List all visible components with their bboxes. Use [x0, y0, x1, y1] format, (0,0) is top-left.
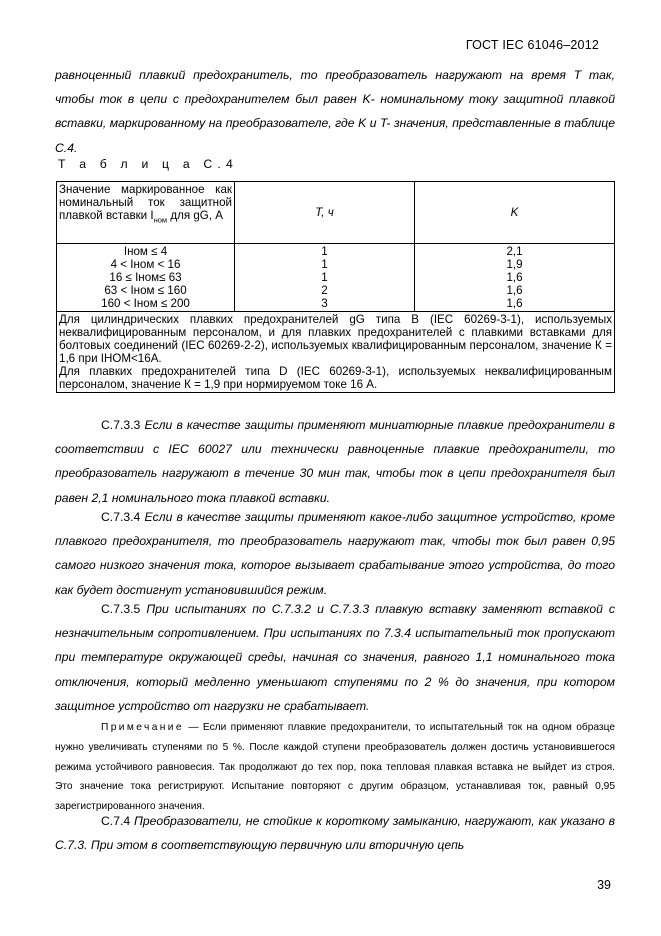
section-number: С.7.4 [101, 814, 131, 828]
range-cell: Iном ≤ 4 [123, 245, 168, 258]
header-factor: K [415, 182, 615, 244]
section-c74 [55, 809, 615, 857]
section-text: Преобразователи, не стойкие к короткому замыканию, нагружают, как указано в С.7.3. При этом в соответствующую первичную или вторичную цепь [55, 814, 615, 853]
factor-cell: 2,1 [506, 245, 523, 258]
range-cell: 4 < Iном < 16 [110, 258, 181, 271]
table-footnote: Для плавких предохранителей типа D (IEC 60269-3-1), используемых неквалифицированным персоналом, значение К = 1,9 при нормируемом токе 16 А. [59, 365, 612, 391]
range-cell: 160 < Iном ≤ 200 [101, 297, 190, 310]
table-header-row [57, 182, 615, 244]
section-text: Если в качестве защиты применяют какое-либо защитное устройство, кроме плавкого предохранителя, то преобразователь нагружают так, чтобы ток был равен 0,95 самого низкого значения тока, которое вызывает срабатывание этого устройства, до того как будет достигнут установившийся режим. [55, 510, 615, 597]
document-header: ГОСТ IEC 61046–2012 [465, 38, 599, 52]
header-rated-current: Значение маркированное как номинальный ток защитной плавкой вставки $I_{ном}$ для gG, А [57, 182, 235, 244]
time-cell: 1 [321, 245, 328, 258]
section-number: С.7.3.3 [101, 418, 141, 432]
section-text: Если в качестве защиты применяют миниатюрные плавкие предохранители в соответствии с IEC 60027 или технически равноценные плавкие предохранители, то преобразователь нагружают в течение 30 мин так, чтобы ток в цепи предохранителя был равен 2,1 номинального тока плавкой вставки. [55, 418, 616, 505]
section-c735 [55, 597, 615, 718]
factor-cell: 1,9 [506, 258, 523, 271]
time-cell: 2 [321, 284, 328, 297]
note-text: — Если применяют плавкие предохранители, то испытательный ток на одном образце нужно увеличивать ступенями по 5 %. После каждой ступени преобразователь должен достичь установившегося режима устойчивого равновесия. Так продолжают до тех пор, пока тепловая плавкая вставка не выйдет из строя. Это значение тока регистрируют. Испытание повторяют с другим образцом, устанавливая ток, равный 0,95 зарегистрированного значения. [55, 722, 615, 813]
section-c734 [55, 505, 615, 602]
section-c733 [55, 413, 615, 510]
factor-cell: 1,6 [506, 297, 523, 310]
section-number: С.7.3.5 [101, 602, 141, 616]
time-cell: 1 [321, 271, 328, 284]
table-c4 [56, 181, 615, 393]
page-number: 39 [597, 878, 611, 892]
time-cell: 3 [321, 297, 328, 310]
intro-paragraph: равноценный плавкий предохранитель, то преобразователь нагружают на время T так, чтобы ток в цепи с предохранителем был равен K- номинальному току защитной плавкой вставки, маркированному на преобразователе, где K и T- значения, представленные в таблице С.4. [55, 68, 615, 155]
factor-cell: 1,6 [506, 271, 523, 284]
range-cell: 63 < Iном ≤ 160 [104, 284, 187, 297]
note [55, 718, 615, 817]
section-text: При испытаниях по С.7.3.2 и С.7.3.3 плавкую вставку заменяют вставкой с незначительным сопротивлением. При испытаниях по 7.3.4 испытательный ток пропускают при температуре окружающей среды, начиная со значения, равного 1,1 номинального тока отключения, который медленно уменьшают ступенями по 2 % до значения, при котором защитное устройство от нагрузки не срабатывает. [55, 602, 616, 713]
factor-cell: 1,6 [506, 284, 523, 297]
table-footnote-row [57, 312, 615, 393]
note-label: Примечание [101, 722, 184, 733]
table-footnote: Для цилиндрических плавких предохранителей gG типа B (IEC 60269-3-1), используемых неквалифицированным персоналом, и для плавких предохранителей с плавкими вставками для болтовых соединений (IEC 60269-2-2), используемых квалифицированным персоналом, значение К = 1,6 при IНОМ<16А. [59, 313, 612, 365]
table-caption: Т а б л и ц а С.4 [58, 157, 238, 171]
section-number: С.7.3.4 [101, 510, 141, 524]
time-cell: 1 [321, 258, 328, 271]
header-time: T, ч [235, 182, 415, 244]
range-cell: 16 ≤ Iном≤ 63 [109, 271, 182, 284]
table-row [57, 244, 615, 312]
